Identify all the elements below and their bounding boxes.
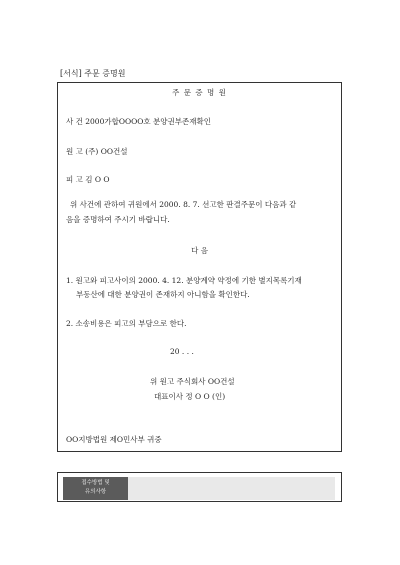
- plaintiff-line: 원 고 (주) OO건설: [66, 147, 128, 156]
- signer-company: 위 원고 주식회사 OO건설: [150, 377, 235, 386]
- filing-notes-label-line-1: 접수방법 및: [81, 480, 110, 486]
- filing-notes-content: [128, 477, 335, 500]
- filing-notes-label: [63, 477, 128, 500]
- document-title: 주 문 증 명 원: [172, 88, 227, 97]
- request-text-line-1: 위 사건에 관하여 귀원에서 2000. 8. 7. 선고한 판결주문이 다음과 같: [70, 200, 297, 209]
- case-line: 사 건 2000가합OOOO호 분양권부존재확인: [66, 117, 212, 126]
- request-text-line-2: 음을 증명하여 주시기 바랍니다.: [66, 215, 170, 224]
- filing-notes-label-line-2: 유의사항: [84, 489, 107, 495]
- date-line: 20 . . .: [170, 347, 194, 356]
- recipient-court: OO지방법원 제O민사부 귀중: [66, 435, 162, 444]
- filing-notes-box: [57, 472, 342, 502]
- section-heading: 다 음: [191, 246, 208, 255]
- order-item-1-line-1: 1. 원고와 피고사이의 2000. 4. 12. 분양계약 약정에 기한 별지목록기재: [66, 276, 302, 285]
- order-item-1-line-2: 부동산에 대한 분양권이 존재하지 아니함을 확인한다.: [76, 290, 250, 299]
- document-box: [57, 82, 342, 452]
- signer-representative: 대표이사 정 O O (인): [154, 392, 226, 401]
- form-caption: [서식] 주문 증명원: [60, 69, 126, 78]
- defendant-line: 피 고 김 O O: [66, 175, 110, 184]
- order-item-2: 2. 소송비용은 피고의 부담으로 한다.: [66, 319, 187, 328]
